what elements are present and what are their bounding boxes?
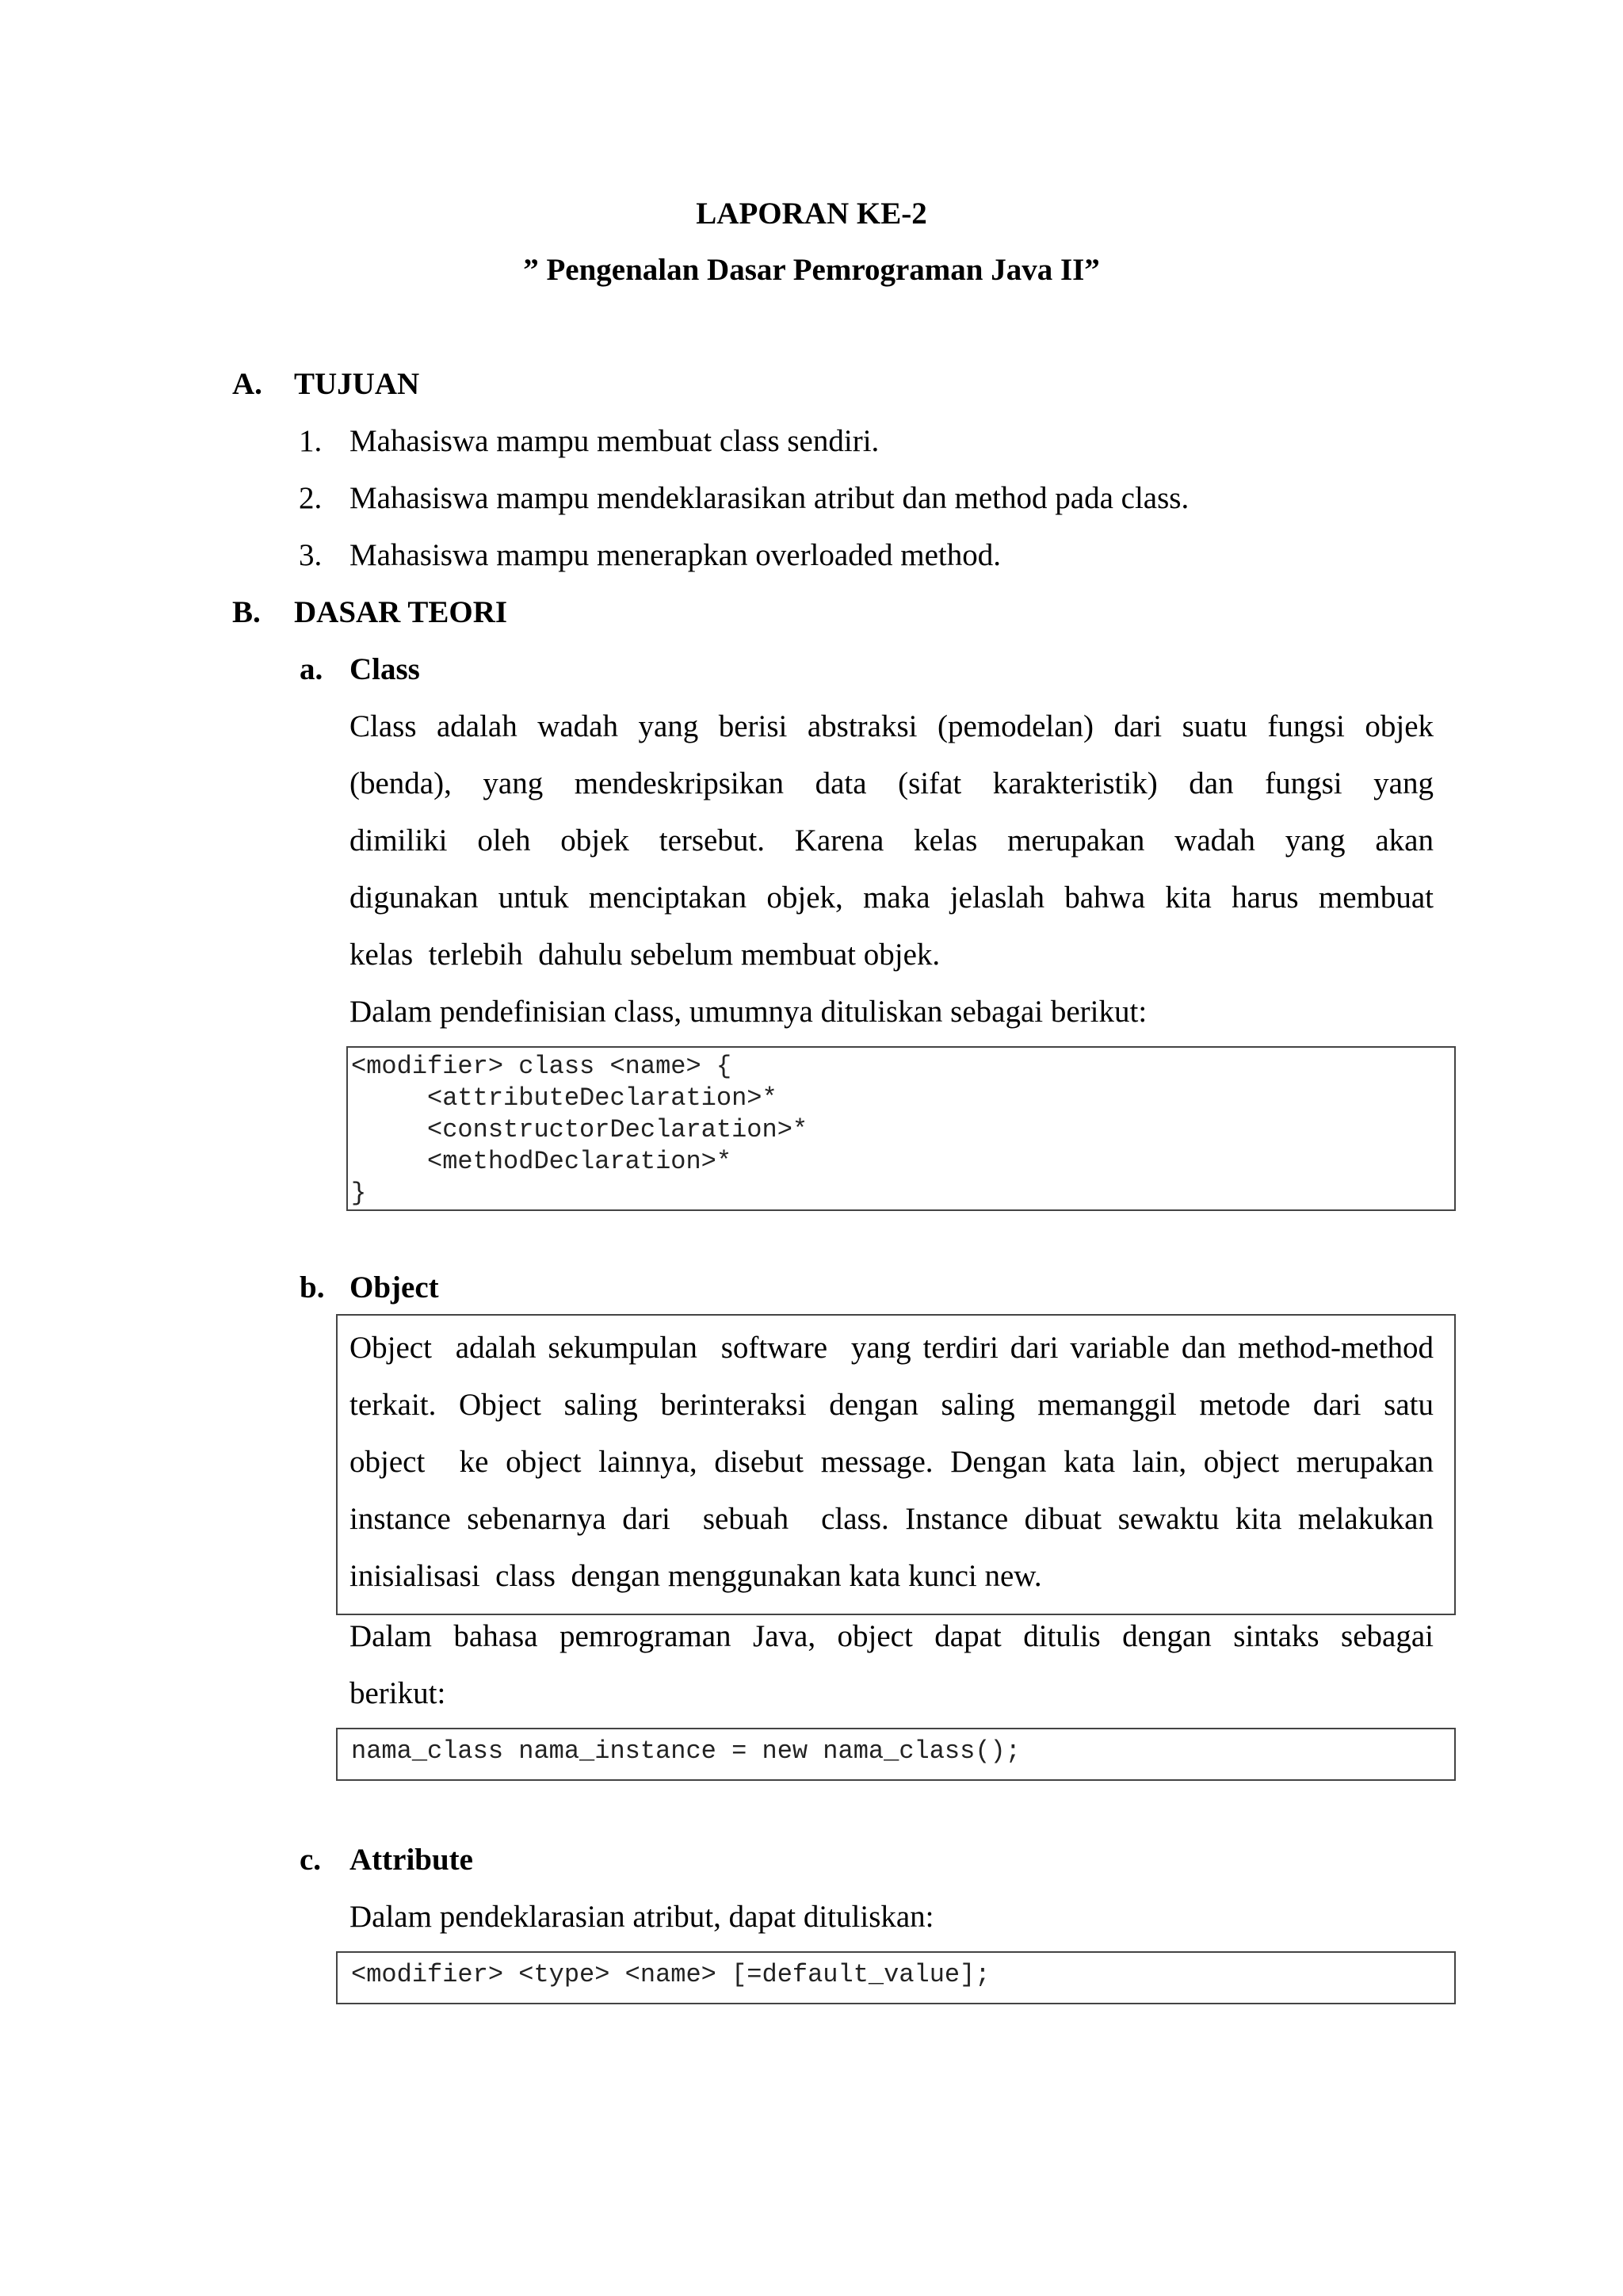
code-line: <methodDeclaration>* — [351, 1147, 732, 1176]
list-item: Mahasiswa mampu mendeklarasikan atribut dan method pada class. — [349, 481, 1190, 515]
paragraph-line: berikut: — [349, 1676, 446, 1710]
paragraph-line: dimiliki oleh objek tersebut. Karena kelas merupakan wadah yang akan — [349, 823, 1434, 858]
section-marker: A. — [232, 367, 262, 401]
paragraph-line: (benda), yang mendeskripsikan data (sifat karakteristik) dan fungsi yang — [349, 766, 1434, 800]
paragraph-line: digunakan untuk menciptakan objek, maka jelaslah bahwa kita harus membuat — [349, 881, 1434, 915]
code-box-class — [346, 1046, 1456, 1211]
report-subtitle: ” Pengenalan Dasar Pemrograman Java II” — [523, 253, 1100, 287]
subsection-heading: Class — [349, 652, 420, 686]
paragraph-intro: Dalam pendeklarasian atribut, dapat dituliskan: — [349, 1900, 934, 1934]
subsection-marker: c. — [300, 1843, 322, 1877]
code-line: <constructorDeclaration>* — [351, 1115, 808, 1144]
list-number: 1. — [299, 424, 323, 458]
code-line: <attributeDeclaration>* — [351, 1083, 777, 1113]
paragraph-line: Class adalah wadah yang berisi abstraksi (pemodelan) dari suatu fungsi objek — [349, 709, 1434, 743]
subsection-heading: Attribute — [349, 1843, 473, 1877]
report-title: LAPORAN KE-2 — [696, 197, 927, 231]
code-box-attribute — [336, 1951, 1456, 2004]
section-marker: B. — [232, 595, 261, 629]
paragraph-intro: Dalam pendefinisian class, umumnya dituliskan sebagai berikut: — [349, 995, 1148, 1029]
paragraph-line: kelas terlebih dahulu sebelum membuat objek. — [349, 938, 941, 972]
subsection-marker: a. — [300, 652, 323, 686]
list-number: 3. — [299, 538, 323, 572]
list-item: Mahasiswa mampu menerapkan overloaded method. — [349, 538, 1001, 572]
code-line: <modifier> class <name> { — [351, 1052, 732, 1081]
list-item: Mahasiswa mampu membuat class sendiri. — [349, 424, 880, 458]
code-line: } — [351, 1179, 367, 1208]
paragraph-line: instance sebenarnya dari sebuah class. Instance dibuat sewaktu kita melakukan — [349, 1502, 1434, 1536]
section-heading: DASAR TEORI — [294, 595, 508, 629]
code-line: <modifier> <type> <name> [=default_value]; — [351, 1960, 991, 1989]
paragraph-line: Object adalah sekumpulan software yang terdiri dari variable dan method-method — [349, 1331, 1434, 1365]
paragraph-line: terkait. Object saling berinteraksi dengan saling memanggil metode dari satu — [349, 1388, 1434, 1422]
subsection-heading: Object — [349, 1270, 439, 1305]
code-box-object — [336, 1728, 1456, 1781]
subsection-marker: b. — [300, 1270, 325, 1305]
paragraph-line: Dalam bahasa pemrograman Java, object dapat ditulis dengan sintaks sebagai — [349, 1619, 1434, 1653]
paragraph-line: inisialisasi class dengan menggunakan kata kunci new. — [349, 1559, 1042, 1593]
code-line: nama_class nama_instance = new nama_class(); — [351, 1736, 1021, 1766]
paragraph-line: object ke object lainnya, disebut message. Dengan kata lain, object merupakan — [349, 1445, 1434, 1479]
section-heading: TUJUAN — [294, 367, 420, 401]
list-number: 2. — [299, 481, 323, 515]
